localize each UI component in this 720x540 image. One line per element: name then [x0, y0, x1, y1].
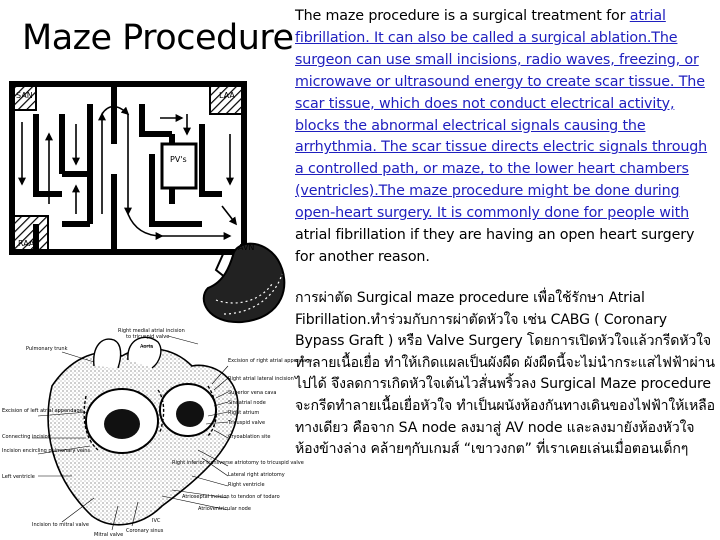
pvs-label: PV's	[170, 155, 187, 164]
paragraph-plain-start: The maze procedure is a surgical treatment for	[295, 8, 630, 24]
slide-title: Maze Procedure	[22, 18, 294, 58]
thai-paragraph: การผ่าตัด Surgical maze procedure เพื่อใช้รักษา Atrial Fibrillation.ทำร่วมกับการผ่าตัดหัวใจ เช่น CABG ( Coronary Bypass Graft ) หรือ Valve Surgery โดยการเปิดหัวใจแล้วกรีดหัวใจทำลายเนื้อเยื่อ ทำให้เกิดแผลเป็นผังผืด ผังผืดนี้จะไม่นำกระแสไฟฟ้าผ่านไปได้ จึงลดการเกิดหัวใจเต้นไวสั่นพริ้วลง Surgical Maze procedure จะกรีดทำลายเนื้อเยื่อหัวใจ ทำเป็นผนังห้องกันทางเดินของไฟฟ้าให้เหลือทางเดียว คือจาก SA node ลงมาสู่ AV node และลงมายังห้องหัวใจห้องข้างล่าง คล้ายๆกับเกมส์ “เขาวงกต” ที่เราเคยเล่นเมื่อตอนเด็กๆ	[295, 290, 715, 458]
pvs-region	[162, 144, 196, 188]
english-paragraph	[295, 6, 715, 269]
san-label: SAN	[16, 91, 33, 100]
label-to-tricuspid-valve: to tricuspid valve	[126, 334, 170, 340]
label-incision-mitral-valve: Incision to mitral valve	[32, 522, 89, 528]
paragraph-plain-end: atrial fibrillation if they are having an open heart surgery for another reason.	[295, 227, 695, 265]
label-atrioseptal-incision: Atrioseptal incision to tendon of todaro	[182, 494, 280, 500]
label-coronary-sinus: Coronary sinus	[126, 528, 164, 534]
label-atrioventricular-node: Atrioventricular node	[198, 506, 251, 512]
tricuspid-orifice	[176, 401, 204, 427]
heart-illustration	[2, 326, 313, 538]
label-right-medial-incision: Right medial atrial incision	[118, 328, 185, 334]
label-right-atrial-lateral-incision: Right atrial lateral incision	[228, 376, 294, 382]
label-lateral-right-atriotomy: Lateral right atriotomy	[228, 472, 285, 478]
label-sinoatrial-node: Sinoatrial node	[228, 400, 266, 406]
label-excision-right-appendage: Excision of right atrial appendage	[228, 358, 313, 364]
label-left-ventricle: Left ventricle	[2, 474, 35, 480]
label-mitral-valve: Mitral valve	[94, 532, 124, 538]
label-tricuspid-valve: Tricuspid valve	[228, 420, 266, 426]
raa-label: RAA	[18, 239, 35, 248]
label-pulmonary-trunk: Pulmonary trunk	[26, 346, 68, 352]
label-aorta: Aorta	[140, 344, 154, 350]
pulmonary-trunk	[94, 339, 121, 368]
label-right-atrium: Right atrium	[228, 410, 260, 416]
label-ivc: IVC	[152, 518, 161, 524]
label-excision-left-appendage: Excision of left atrial appendage	[2, 408, 83, 414]
maze-diagram	[2, 74, 292, 324]
label-incision-pulmonary-veins: Incision encircling pulmonary veins	[2, 448, 91, 454]
atrial-fibrillation-link[interactable]: atrial fibrillation. It can also be called a surgical ablation.The surgeon can use small incisions, radio waves, freezing, or microwave or ultrasound energy to create scar tissue. The scar tissue, which does not conduct electrical activity, blocks the abnormal electrical signals causing the arrhythmia. The scar tissue directs electric signals through a controlled path, or maze, to the lower heart chambers (ventricles).The maze procedure might be done during open-heart surgery. It is commonly done for people with	[295, 8, 708, 222]
label-right-inferior-incision: Right inferior transverse atriotomy to tricuspid valve	[172, 460, 304, 466]
label-cryoablation-site: Cryoablation site	[228, 434, 271, 440]
label-right-ventricle: Right ventricle	[228, 482, 265, 488]
laa-label: LAA	[219, 91, 235, 100]
mitral-orifice	[104, 409, 140, 439]
label-superior-vena-cava: Superior vena cava	[228, 390, 277, 396]
avn-label: AVN	[238, 243, 255, 252]
label-connecting-incision: Connecting incision	[2, 434, 51, 440]
